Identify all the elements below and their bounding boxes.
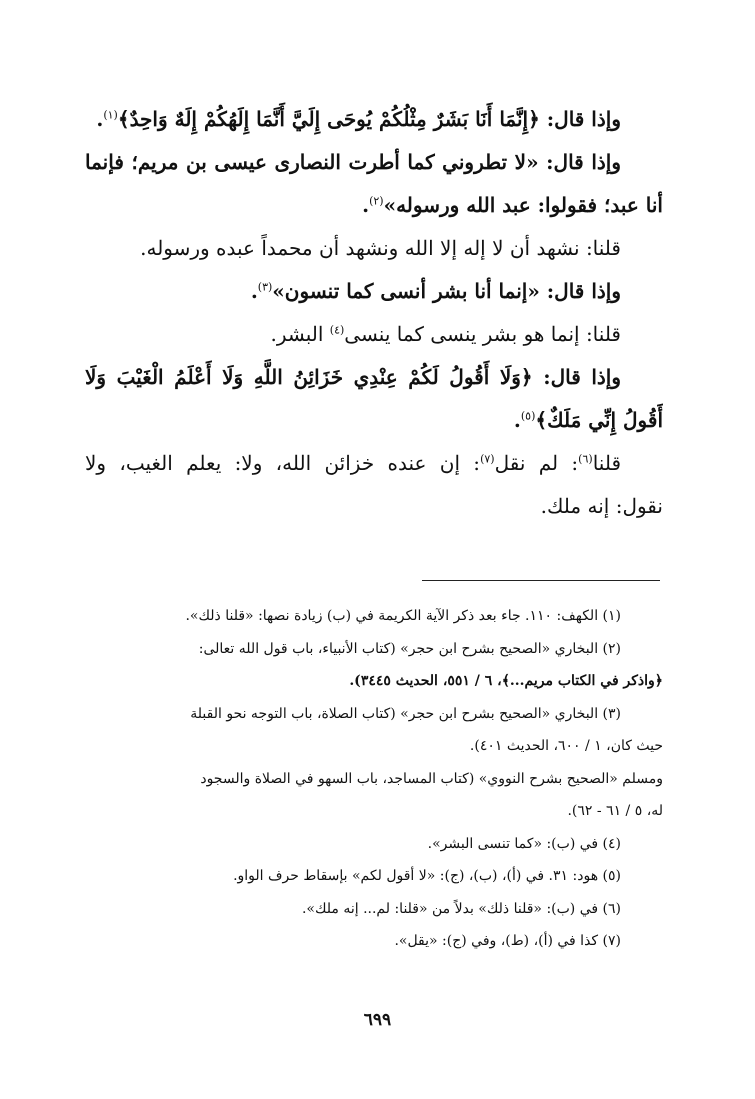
paragraph-quran-6-50-line-1	[85, 356, 663, 399]
footnote-6: (٦) في (ب): «قلنا ذلك» بدلاً من «قلنا: لم... إنه ملك».	[301, 900, 621, 917]
footnote-3-line-2: حيث كان، ١ / ٦٠٠، الحديث ٤٠١).	[469, 738, 663, 754]
paragraph-text: قلنا	[592, 451, 621, 475]
paragraph-human-forgetting	[85, 313, 663, 356]
paragraph-text: نقول: إنه ملك.	[540, 494, 663, 518]
paragraph-hadith-line-1	[85, 141, 663, 184]
footnote-ref-6: (٦)	[578, 452, 593, 466]
footnote-3-line-1: (٣) البخاري «الصحيح بشرح ابن حجر» (كتاب الصلاة، باب التوجه نحو القبلة	[190, 705, 621, 722]
paragraph-text: أَقُولُ إِنِّي مَلَكٌ﴾	[535, 408, 663, 432]
footnote-3-line-4: له، ٥ / ٦١ - ٦٢).	[567, 803, 663, 819]
paragraph-text: قلنا: نشهد أن لا إله إلا الله ونشهد أن محمداً عبده ورسوله.	[140, 236, 621, 260]
footnote-separator	[422, 580, 660, 581]
paragraph-hadith-line-2	[85, 184, 663, 227]
paragraph-text: : لم نقل	[494, 451, 579, 475]
paragraph-text-end: البشر.	[270, 322, 324, 346]
paragraph-text: قلنا: إنما هو بشر ينسى كما ينسى	[344, 322, 621, 346]
paragraph-response-line-2	[85, 485, 663, 528]
paragraph-text: أنا عبد؛ فقولوا: عبد الله ورسوله»	[383, 193, 663, 217]
paragraph-text: : إن عنده خزائن الله، ولا: يعلم الغيب، ولا	[85, 451, 481, 475]
footnote-ref-2: (٢)	[369, 194, 384, 208]
footnote-ref-7: (٧)	[480, 452, 495, 466]
footnote-7: (٧) كذا في (أ)، (ط)، وفي (ج): «يقل».	[394, 933, 621, 949]
footnote-ref-3: (٣)	[257, 280, 273, 294]
paragraph-end: .	[250, 279, 258, 303]
footnote-2-line-1: (٢) البخاري «الصحيح بشرح ابن حجر» (كتاب الأنبياء، باب قول الله تعالى:	[198, 640, 621, 657]
paragraph-text: وإذا قال: «إنما أنا بشر أنسى كما تنسون»	[272, 279, 621, 303]
paragraph-text: وإذا قال: ﴿إِنَّمَا أَنَا بَشَرٌ مِثْلُكُمْ يُوحَى إِلَيَّ أَنَّمَا إِلَهُكُمْ إِلَهٌ وَاحِدٌ﴾	[117, 107, 621, 131]
footnote-ref-5: (٥)	[520, 409, 536, 423]
page-number: ٦٩٩	[363, 1010, 392, 1030]
footnote-3-line-3: ومسلم «الصحيح بشرح النووي» (كتاب المساجد، باب السهو في الصلاة والسجود	[200, 770, 663, 787]
footnote-4: (٤) في (ب): «كما تنسى البشر».	[427, 835, 621, 852]
footnotes	[85, 600, 663, 958]
footnote-ref-1: (١)	[103, 108, 118, 122]
paragraph-text: وإذا قال: ﴿وَلَا أَقُولُ لَكُمْ عِنْدِي خَزَائِنُ اللَّهِ وَلَا أَعْلَمُ الْغَيْبَ وَلَا	[85, 365, 621, 389]
paragraph-quran-18-110	[85, 98, 663, 141]
footnote-1: (١) الكهف: ١١٠. جاء بعد ذكر الآية الكريمة في (ب) زيادة نصها: «قلنا ذلك».	[185, 608, 621, 624]
footnote-ref-4: (٤)	[329, 323, 345, 337]
footnote-2-line-2: ﴿واذكر في الكتاب مريم...﴾، ٦ / ٥٥١، الحديث ٣٤٤٥).	[349, 673, 663, 689]
paragraph-response-line-1	[85, 442, 663, 485]
paragraph-forgetting-hadith	[85, 270, 663, 313]
paragraph-text: وإذا قال: «لا تطروني كما أطرت النصارى عيسى بن مريم؛ فإنما	[85, 150, 621, 174]
paragraph-quran-6-50-line-2	[85, 399, 663, 442]
paragraph-end: .	[96, 107, 104, 131]
paragraph-end: .	[513, 408, 521, 432]
paragraph-shahada	[85, 227, 663, 270]
main-text	[85, 98, 663, 528]
paragraph-end: .	[362, 193, 370, 217]
footnote-5: (٥) هود: ٣١. في (أ)، (ب)، (ج): «لا أقول لكم» بإسقاط حرف الواو.	[233, 868, 621, 884]
